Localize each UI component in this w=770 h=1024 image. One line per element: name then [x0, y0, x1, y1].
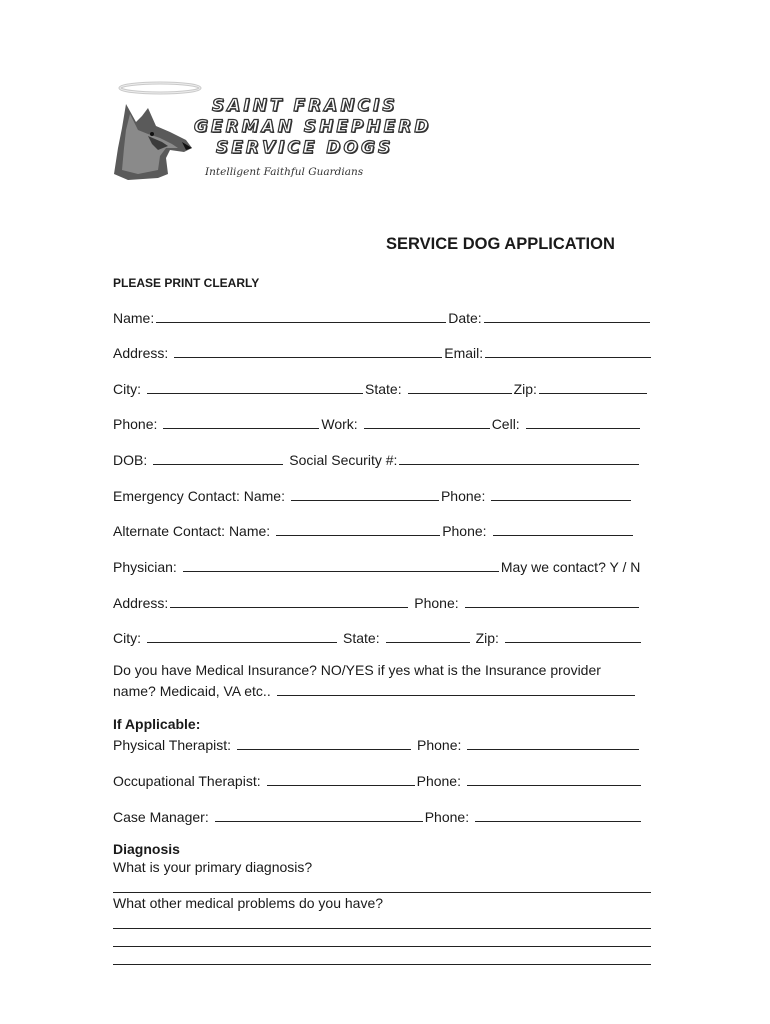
primary-diagnosis-question: What is your primary diagnosis? [113, 859, 313, 875]
row-insurance [113, 679, 658, 699]
physician-phone-field[interactable] [465, 593, 639, 608]
physician-zip-field[interactable] [505, 628, 641, 643]
state-field[interactable] [408, 379, 512, 394]
emergency-phone-label: Phone: [440, 488, 486, 504]
logo-line-3: SERVICE DOGS [216, 138, 394, 158]
emergency-contact-name-field[interactable] [291, 486, 439, 501]
alternate-phone-label: Phone: [442, 523, 487, 539]
page-title: SERVICE DOG APPLICATION [386, 235, 615, 253]
date-label: Date: [448, 310, 482, 326]
other-problems-line-1[interactable] [113, 928, 651, 929]
zip-field[interactable] [539, 379, 647, 394]
row-case-manager [113, 805, 658, 825]
physical-therapist-label: Physical Therapist: [113, 737, 232, 753]
address-field[interactable] [174, 343, 442, 358]
cm-phone-field[interactable] [475, 807, 641, 822]
zip-label: Zip: [513, 381, 537, 397]
insurance-question-line2: name? Medicaid, VA etc.. [113, 683, 271, 699]
row-phone-work-cell [113, 412, 658, 432]
row-physician-address [113, 591, 658, 611]
row-city-state-zip [113, 377, 658, 397]
case-manager-field[interactable] [215, 807, 423, 822]
alternate-phone-field[interactable] [493, 521, 633, 536]
dob-label: DOB: [113, 452, 148, 468]
other-problems-line-3[interactable] [113, 964, 651, 965]
logo-line-1: SAINT FRANCIS [212, 96, 398, 116]
date-field[interactable] [484, 308, 650, 323]
alternate-contact-label: Alternate Contact: Name: [113, 523, 271, 539]
physician-address-label: Address: [113, 595, 169, 611]
insurance-provider-field[interactable] [277, 681, 635, 696]
city-label: City: [113, 381, 141, 397]
physician-phone-label: Phone: [414, 595, 459, 611]
dob-field[interactable] [153, 450, 283, 465]
physician-city-label: City: [113, 630, 141, 646]
physician-label: Physician: [113, 559, 177, 575]
insurance-question-line1: Do you have Medical Insurance? NO/YES if yes what is the Insurance provider [113, 662, 601, 678]
may-contact-label[interactable]: May we contact? Y / N [500, 559, 641, 575]
ssn-field[interactable] [399, 450, 639, 465]
name-field[interactable] [156, 308, 446, 323]
work-field[interactable] [364, 414, 490, 429]
row-name-date [113, 306, 658, 326]
pt-phone-label: Phone: [417, 737, 462, 753]
other-problems-line-2[interactable] [113, 946, 651, 947]
occupational-therapist-label: Occupational Therapist: [113, 773, 261, 789]
ssn-label: Social Security #: [289, 452, 398, 468]
physician-state-field[interactable] [386, 628, 470, 643]
phone-label: Phone: [113, 416, 158, 432]
state-label: State: [365, 381, 402, 397]
row-physician-city-state-zip [113, 626, 658, 646]
primary-diagnosis-line[interactable] [113, 892, 651, 893]
row-occupational-therapist [113, 769, 658, 789]
pt-phone-field[interactable] [467, 735, 639, 750]
alternate-contact-name-field[interactable] [276, 521, 440, 536]
logo-tagline: Intelligent Faithful Guardians [205, 166, 364, 178]
work-label: Work: [321, 416, 358, 432]
occupational-therapist-field[interactable] [267, 771, 415, 786]
address-label: Address: [113, 345, 169, 361]
emergency-phone-field[interactable] [491, 486, 631, 501]
ot-phone-label: Phone: [416, 773, 461, 789]
physician-state-label: State: [343, 630, 380, 646]
city-field[interactable] [147, 379, 363, 394]
phone-field[interactable] [163, 414, 319, 429]
logo-line-2: GERMAN SHEPHERD [194, 117, 432, 137]
other-problems-question: What other medical problems do you have? [113, 895, 384, 911]
row-dob-ssn [113, 448, 658, 468]
page-subtitle: PLEASE PRINT CLEARLY [113, 276, 260, 290]
physician-zip-label: Zip: [475, 630, 499, 646]
case-manager-label: Case Manager: [113, 809, 209, 825]
row-emergency-contact [113, 484, 658, 504]
diagnosis-heading: Diagnosis [113, 841, 180, 857]
row-physical-therapist [113, 733, 658, 753]
cell-label: Cell: [491, 416, 520, 432]
if-applicable-heading: If Applicable: [113, 716, 201, 732]
email-label: Email: [444, 345, 484, 361]
ot-phone-field[interactable] [467, 771, 641, 786]
row-physician [113, 555, 658, 575]
physician-address-field[interactable] [170, 593, 408, 608]
row-alternate-contact [113, 519, 658, 539]
physical-therapist-field[interactable] [237, 735, 411, 750]
logo [108, 78, 432, 188]
name-label: Name: [113, 310, 155, 326]
physician-city-field[interactable] [147, 628, 337, 643]
cm-phone-label: Phone: [424, 809, 470, 825]
physician-field[interactable] [183, 557, 499, 572]
emergency-contact-label: Emergency Contact: Name: [113, 488, 285, 504]
email-field[interactable] [485, 343, 651, 358]
cell-field[interactable] [526, 414, 640, 429]
row-address-email [113, 341, 658, 361]
